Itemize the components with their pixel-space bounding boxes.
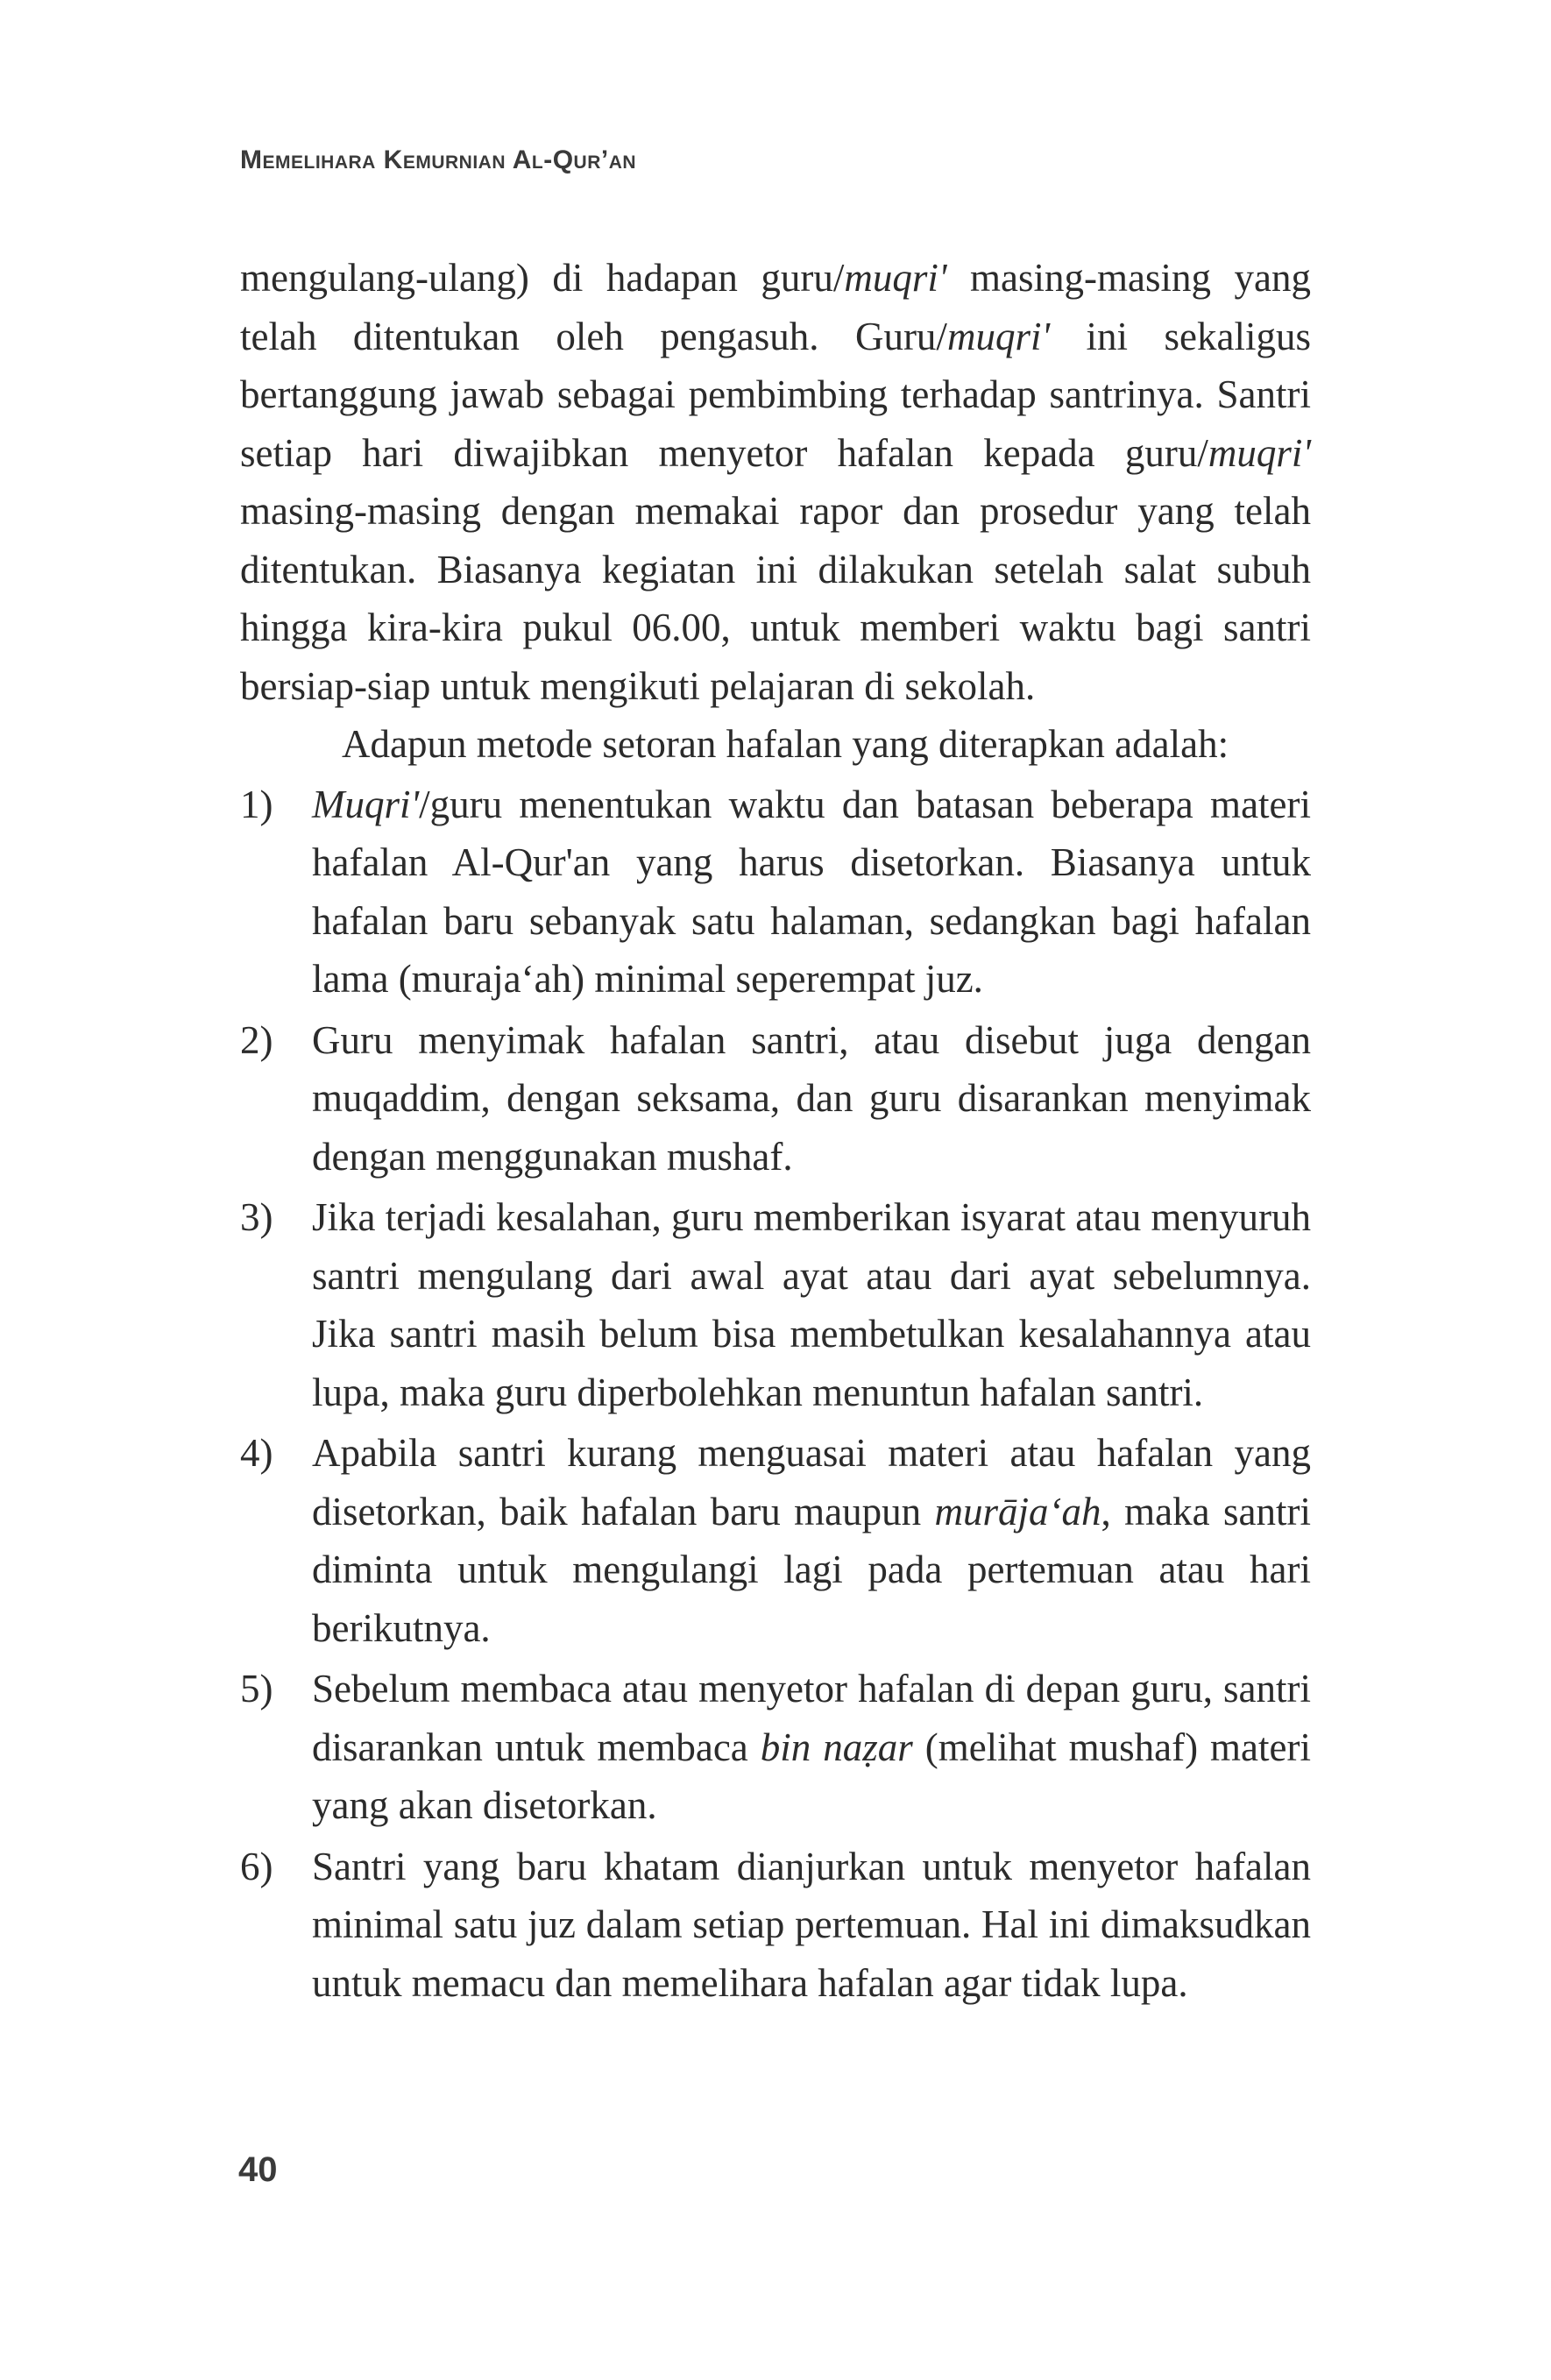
text-run: ini sekaligus bertanggung jawab sebagai pembimbing terhadap santrinya. Santri setiap hari diwajibkan menyetor hafalan kepada guru/ (240, 314, 1312, 475)
text-run: , maka santri diminta untuk mengulangi lagi pada pertemuan atau hari berikutnya. (312, 1489, 1311, 1650)
italic-term: muqri' (946, 314, 1051, 358)
list-text (312, 1660, 1311, 1835)
list-text: Santri yang baru khatam dianjurkan untuk menyetor hafalan minimal satu juz dalam setiap pertemuan. Hal ini dimaksudkan untuk memacu dan memelihara hafalan agar tidak lupa. (312, 1844, 1311, 2005)
italic-term: muqri' (1208, 430, 1311, 475)
list-number: 4) (240, 1431, 273, 1475)
page-number: 40 (238, 2150, 278, 2189)
list-number: 2) (240, 1017, 273, 1062)
italic-term: muqri' (844, 256, 947, 300)
italic-term: murāja‘ah (934, 1489, 1101, 1534)
list-number: 6) (240, 1844, 273, 1888)
running-header: Memelihara Kemurnian Al-Qur’an (240, 145, 637, 174)
list-item-2 (240, 1011, 1311, 1186)
text-run: (melihat mushaf) materi yang akan disetorkan. (312, 1725, 1311, 1827)
list-text (312, 776, 1311, 1009)
text-run: mengulang-ulang) di hadapan guru/ (240, 256, 845, 300)
list-item-5 (240, 1660, 1311, 1835)
text-run: Apabila santri kurang menguasai materi atau hafalan yang disetorkan, baik hafalan baru maupun (312, 1431, 1311, 1534)
list-item-6 (240, 1838, 1311, 2013)
list-text: Guru menyimak hafalan santri, atau disebut juga dengan muqaddim, dengan seksama, dan guru disarankan menyimak dengan menggunakan mushaf. (312, 1017, 1311, 1179)
list-text (312, 1424, 1311, 1657)
text-run: Sebelum membaca atau menyetor hafalan di depan guru, santri disarankan untuk membaca (312, 1667, 1311, 1769)
list-number: 1) (240, 782, 273, 826)
list-item-3 (240, 1188, 1311, 1421)
intro-paragraph (240, 249, 1311, 715)
italic-term: Muqri' (312, 782, 420, 826)
body-text (240, 249, 1311, 2015)
italic-term: bin naẓar (760, 1725, 913, 1769)
list-number: 5) (240, 1667, 273, 1711)
list-text: Jika terjadi kesalahan, guru memberikan isyarat atau menyuruh santri mengulang dari awal ayat atau dari ayat sebelumnya. Jika santri masih belum bisa membetulkan kesalahannya atau lupa, maka guru diperbolehkan menuntun hafalan santri. (312, 1195, 1311, 1414)
method-intro-paragraph: Adapun metode setoran hafalan yang diterapkan adalah: (342, 722, 1229, 766)
text-run: masing-masing yang telah ditentukan oleh pengasuh. Guru/ (240, 256, 1311, 358)
method-list (240, 776, 1311, 2013)
text-run: /guru menentukan waktu dan batasan beberapa materi hafalan Al-Qur'an yang harus disetorkan. Biasanya untuk hafalan baru sebanyak satu halaman, sedangkan bagi hafalan lama (muraja‘ah) minimal seperempat juz. (312, 782, 1311, 1001)
list-number: 3) (240, 1195, 273, 1239)
list-item-1 (240, 776, 1311, 1009)
list-item-4 (240, 1424, 1311, 1657)
text-run: masing-masing dengan memakai rapor dan prosedur yang telah ditentukan. Biasanya kegiatan ini dilakukan setelah salat subuh hingga kira-kira pukul 06.00, untuk memberi waktu bagi santri bersiap-siap untuk mengikuti pelajaran di sekolah. (240, 489, 1311, 708)
